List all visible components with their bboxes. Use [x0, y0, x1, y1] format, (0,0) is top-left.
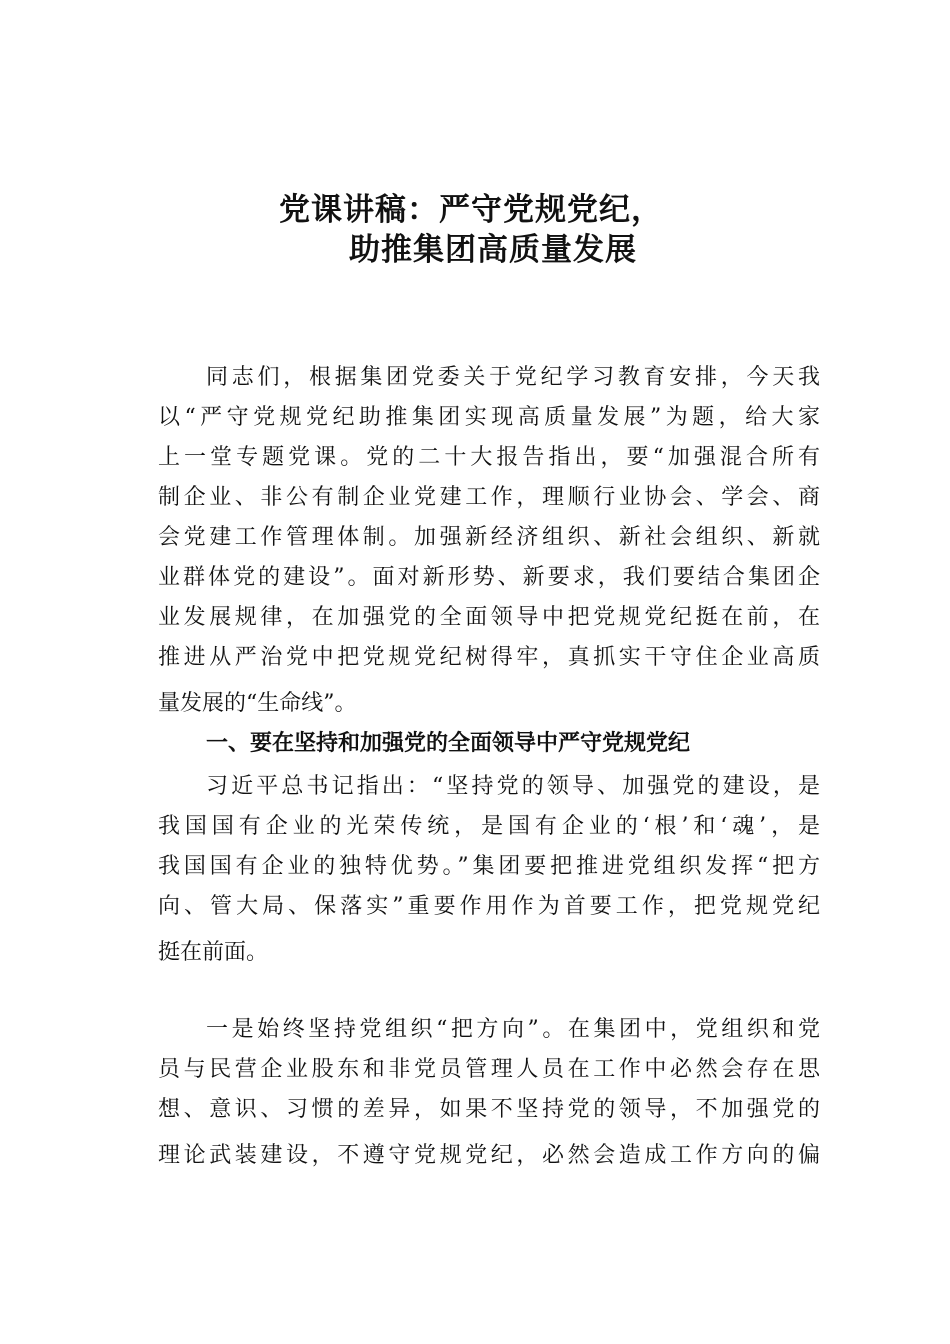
paragraph-line: 会党建工作管理体制。加强新经济组织、新社会组织、新就	[158, 525, 820, 550]
paragraph-line: 向、管大局、保落实”重要作用作为首要工作，把党规党纪	[158, 894, 820, 919]
paragraph-line: 挺在前面。	[158, 940, 269, 965]
paragraph-line: 上一堂专题党课。党的二十大报告指出，要“加强混合所有	[158, 445, 820, 470]
paragraph-line: 业发展规律，在加强党的全面领导中把党规党纪挺在前，在	[158, 605, 820, 630]
paragraph-line: 以“严守党规党纪助推集团实现高质量发展”为题，给大家	[158, 405, 820, 430]
paragraph-line: 业群体党的建设”。面对新形势、新要求，我们要结合集团企	[158, 565, 820, 590]
paragraph-line: 习近平总书记指出：“坚持党的领导、加强党的建设，是	[206, 774, 820, 799]
paragraph-line: 员与民营企业股东和非党员管理人员在工作中必然会存在思	[158, 1057, 820, 1082]
document-title-line-2: 助推集团高质量发展	[349, 232, 637, 268]
paragraph-line: 想、意识、习惯的差异，如果不坚持党的领导，不加强党的	[158, 1097, 820, 1122]
paragraph-line: 我国国有企业的光荣传统，是国有企业的‘根’和‘魂’，是	[158, 814, 820, 839]
paragraph-line: 理论武装建设，不遵守党规党纪，必然会造成工作方向的偏	[158, 1143, 820, 1168]
point-one-paragraph	[158, 1010, 820, 1176]
paragraph-line: 量发展的“生命线”。	[158, 691, 357, 716]
section-heading-1: 一、要在坚持和加强党的全面领导中严守党规党纪	[206, 731, 691, 756]
paragraph-line: 一是始终坚持党组织“把方向”。在集团中，党组织和党	[206, 1017, 820, 1042]
document-title-line-1: 党课讲稿：严守党规党纪，	[279, 192, 663, 228]
paragraph-line: 同志们，根据集团党委关于党纪学习教育安排，今天我	[206, 365, 820, 390]
paragraph-line: 制企业、非公有制企业党建工作，理顺行业协会、学会、商	[158, 485, 820, 510]
intro-paragraph	[158, 358, 820, 724]
paragraph-line: 推进从严治党中把党规党纪树得牢，真抓实干守住企业高质	[158, 645, 820, 670]
section-1-paragraph	[158, 767, 820, 973]
paragraph-line: 我国国有企业的独特优势。”集团要把推进党组织发挥“把方	[158, 854, 820, 879]
